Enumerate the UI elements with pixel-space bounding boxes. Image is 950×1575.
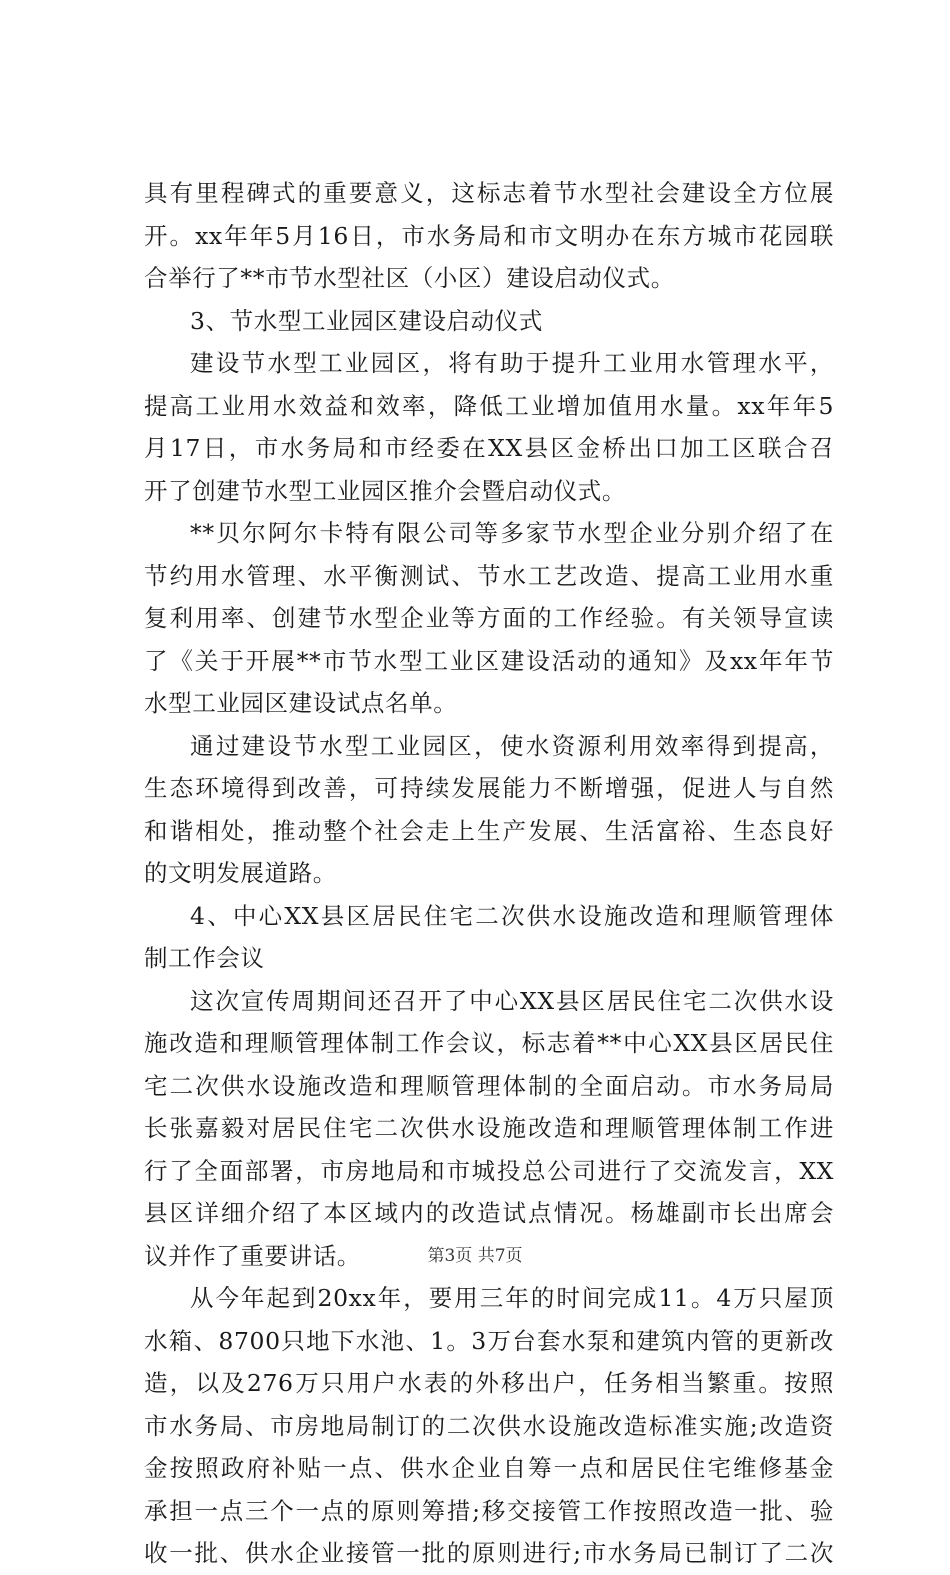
text-line: 了《关于开展**市节水型工业区建设活动的通知》及xx年年节 — [144, 646, 834, 675]
text-line: 行了全面部署，市房地局和市城投总公司进行了交流发言，XX — [144, 1156, 834, 1185]
text-line: 提高工业用水效益和效率，降低工业增加值用水量。xx年年5 — [144, 391, 834, 420]
text-line: 水型工业园区建设试点名单。 — [144, 689, 458, 717]
text-line: 通过建设节水型工业园区，使水资源利用效率得到提高， — [190, 731, 834, 760]
text-line: 的文明发展道路。 — [144, 859, 337, 887]
text-line: 宅二次供水设施改造和理顺管理体制的全面启动。市水务局局 — [144, 1071, 834, 1100]
text-line: 开。xx年年5月16日，市水务局和市文明办在东方城市花园联 — [144, 221, 834, 250]
text-line: 水箱、8700只地下水池、1。3万台套水泵和建筑内管的更新改 — [144, 1326, 834, 1355]
text-line: 建设节水型工业园区，将有助于提升工业用水管理水平， — [190, 349, 834, 377]
text-line: 具有里程碑式的重要意义，这标志着节水型社会建设全方位展 — [144, 179, 834, 207]
text-line: 金按照政府补贴一点、供水企业自筹一点和居民住宅维修基金 — [144, 1454, 834, 1482]
text-line: 生态环境得到改善，可持续发展能力不断增强，促进人与自然 — [144, 774, 834, 802]
text-line: 这次宣传周期间还召开了中心XX县区居民住宅二次供水设 — [190, 986, 834, 1015]
text-line: 承担一点三个一点的原则筹措;移交接管工作按照改造一批、验 — [144, 1496, 834, 1525]
text-line: 节约用水管理、水平衡测试、节水工艺改造、提高工业用水重 — [144, 561, 834, 590]
text-line: 施改造和理顺管理体制工作会议，标志着**中心XX县区居民住 — [144, 1029, 834, 1057]
text-line: 3、节水型工业园区建设启动仪式 — [190, 306, 543, 335]
text-line: 开了创建节水型工业园区推介会暨启动仪式。 — [144, 476, 626, 505]
page-footer: 第3页 共7页 — [427, 1246, 523, 1266]
text-line: **贝尔阿尔卡特有限公司等多家节水型企业分别介绍了在 — [190, 519, 834, 547]
text-line: 长张嘉毅对居民住宅二次供水设施改造和理顺管理体制工作进 — [144, 1114, 834, 1142]
document-body — [144, 172, 834, 1575]
text-line: 收一批、供水企业接管一批的原则进行;市水务局已制订了二次 — [144, 1539, 834, 1567]
text-line: 月17日，市水务局和市经委在XX县区金桥出口加工区联合召 — [144, 434, 834, 462]
text-line: 县区详细介绍了本区域内的改造试点情况。杨雄副市长出席会 — [144, 1199, 834, 1227]
text-line: 合举行了**市节水型社区（小区）建设启动仪式。 — [144, 264, 675, 292]
text-line: 市水务局、市房地局制订的二次供水设施改造标准实施;改造资 — [144, 1411, 834, 1440]
text-line: 从今年起到20xx年，要用三年的时间完成11。4万只屋顶 — [190, 1284, 834, 1312]
text-line: 议并作了重要讲话。 — [144, 1241, 361, 1270]
text-line: 制工作会议 — [144, 944, 265, 972]
text-line: 4、中心XX县区居民住宅二次供水设施改造和理顺管理体 — [190, 901, 834, 930]
text-line: 和谐相处，推动整个社会走上生产发展、生活富裕、生态良好 — [144, 816, 834, 845]
text-line: 造，以及276万只用户水表的外移出户，任务相当繁重。按照 — [144, 1369, 834, 1397]
text-line: 复利用率、创建节水型企业等方面的工作经验。有关领导宣读 — [144, 604, 834, 632]
